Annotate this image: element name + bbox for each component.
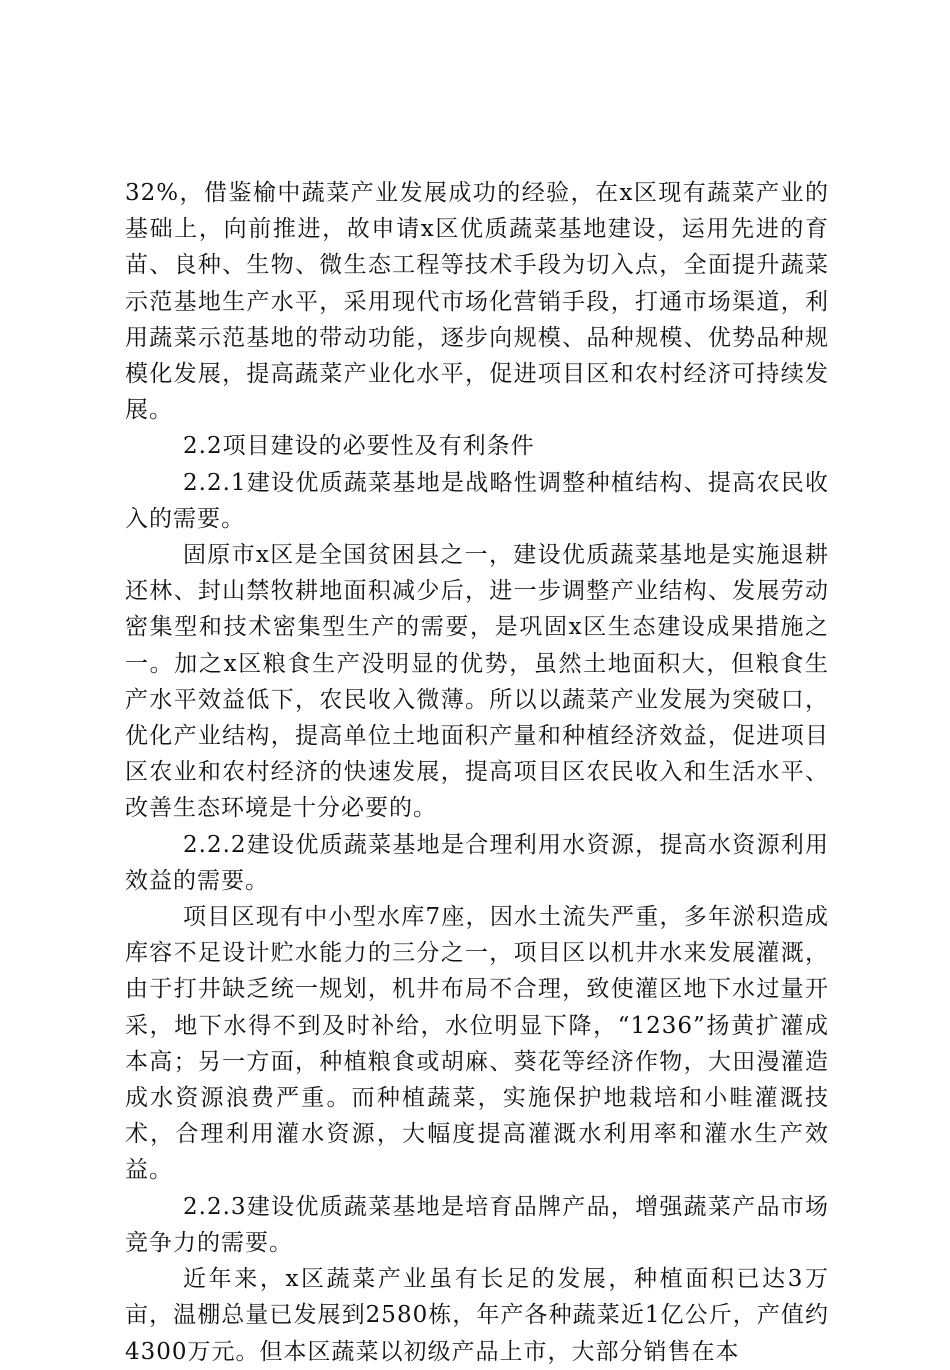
section-heading-2-2: 2.2项目建设的必要性及有利条件 <box>183 433 535 460</box>
subsection-heading-2-2-2: 2.2.2建设优质蔬菜基地是合理利用水资源，提高水资源利用效益的需要。 <box>125 831 829 894</box>
paragraph-body: 近年来，x区蔬菜产业虽有长足的发展，种植面积已达3万亩，温棚总量已发展到2580栋，年产各种蔬菜近1亿公斤，产值约4300万元。但本区蔬菜以初级产品上市，大部分销售在本 <box>125 1266 829 1365</box>
paragraph-body: 固原市x区是全国贫困县之一，建设优质蔬菜基地是实施退耕还林、封山禁牧耕地面积减少后，进一步调整产业结构、发展劳动密集型和技术密集型生产的需要，是巩固x区生态建设成果措施之一。加之x区粮食生产没明显的优势，虽然土地面积大，但粮食生产水平效益低下，农民收入微薄。所以以蔬菜产业发展为突破口，优化产业结构，提高单位土地面积产量和种植经济效益，促进项目区农业和农村经济的快速发展，提高项目区农民收入和生活水平、改善生态环境是十分必要的。 <box>125 542 829 822</box>
paragraph-continuation: 32%，借鉴榆中蔬菜产业发展成功的经验，在x区现有蔬菜产业的基础上，向前推进，故申请x区优质蔬菜基地建设，运用先进的育苗、良种、生物、微生态工程等技术手段为切入点，全面提升蔬菜示范基地生产水平，采用现代市场化营销手段，打通市场渠道，利用蔬菜示范基地的带动功能，逐步向规模、品种规模、优势品种规模化发展，提高蔬菜产业化水平，促进项目区和农村经济可持续发展。 <box>125 180 829 424</box>
subsection-heading-2-2-1: 2.2.1建设优质蔬菜基地是战略性调整种植结构、提高农民收入的需要。 <box>125 469 829 532</box>
subsection-heading-2-2-3: 2.2.3建设优质蔬菜基地是培育品牌产品，增强蔬菜产品市场竞争力的需要。 <box>125 1193 829 1256</box>
document-body <box>125 175 829 1370</box>
paragraph-body: 项目区现有中小型水库7座，因水土流失严重，多年淤积造成库容不足设计贮水能力的三分之一，项目区以机井水来发展灌溉，由于打井缺乏统一规划，机井布局不合理，致使灌区地下水过量开采，地下水得不到及时补给，水位明显下降，“1236”扬黄扩灌成本高；另一方面，种植粮食或胡麻、葵花等经济作物，大田漫灌造成水资源浪费严重。而种植蔬菜，实施保护地栽培和小畦灌溉技术，合理利用灌水资源，大幅度提高灌溉水利用率和灌水生产效益。 <box>125 904 829 1184</box>
